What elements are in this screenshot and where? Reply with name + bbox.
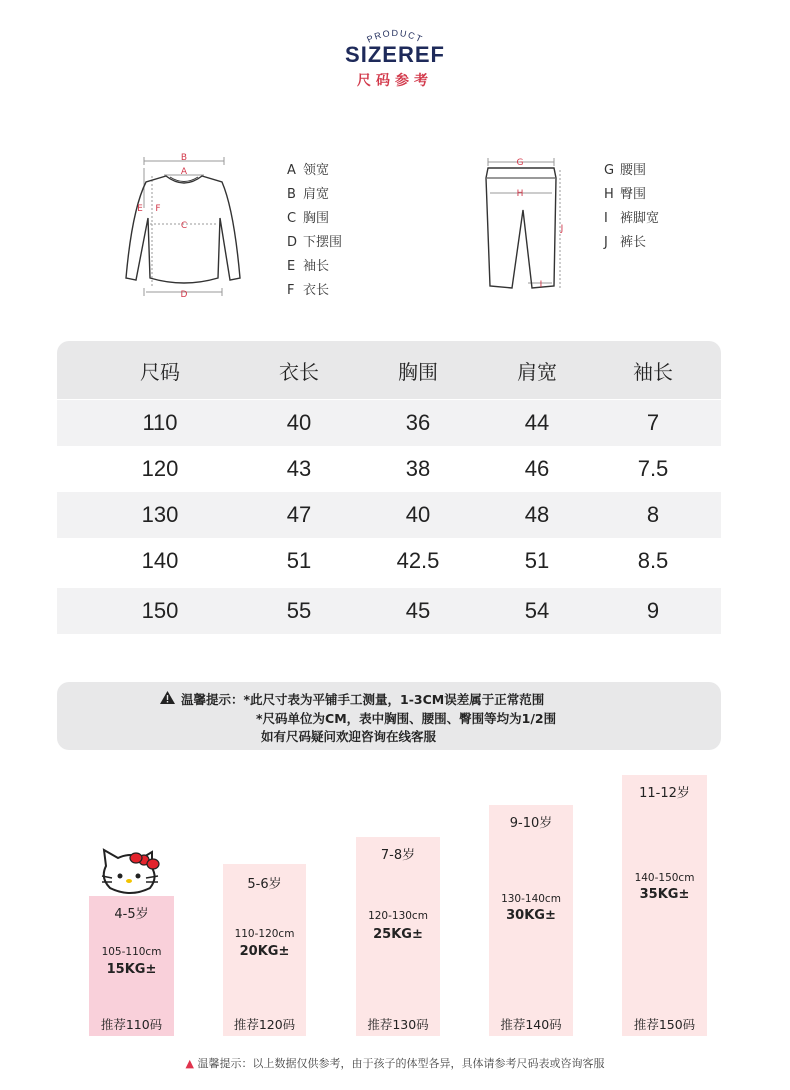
table-cell: 110 <box>142 410 178 435</box>
bar-recommend: 推荐130码 <box>367 1017 429 1032</box>
label-c: C <box>180 221 188 231</box>
label-h: H <box>516 189 524 199</box>
bar-recommend: 推荐140码 <box>500 1017 562 1032</box>
table-cell: 47 <box>286 502 312 527</box>
table-cell: 140 <box>141 548 179 573</box>
table-cell: 40 <box>286 410 312 435</box>
legend-item: F 衣长 <box>287 283 330 298</box>
header-cell: 肩宽 <box>517 359 557 384</box>
legend-item: G 腰围 <box>604 163 647 178</box>
table-row <box>57 400 721 446</box>
top-garment-diagram <box>118 150 258 298</box>
footer-note: ▲ 温馨提示：以上数据仅供参考，由于孩子的体型各异，具体请参考尺码表或咨询客服 <box>185 1057 605 1070</box>
bar-height: 130-140cm <box>501 893 561 905</box>
table-cell: 51 <box>286 548 312 573</box>
size-recommend-bar <box>223 864 306 1036</box>
bar-age: 9-10岁 <box>509 816 553 831</box>
table-cell: 55 <box>286 598 312 623</box>
svg-text:PRODUCT: PRODUCT <box>365 27 425 45</box>
label-g: G <box>516 158 524 168</box>
size-recommend-bar <box>489 805 573 1036</box>
table-cell: 42.5 <box>396 548 440 573</box>
bar-age: 7-8岁 <box>380 848 416 863</box>
bar-recommend: 推荐150码 <box>633 1017 696 1032</box>
label-d: D <box>180 290 188 298</box>
pants-legend <box>604 159 659 255</box>
warning-icon <box>160 691 175 704</box>
table-cell: 38 <box>405 456 431 481</box>
bar-weight: 25KG± <box>373 927 423 942</box>
table-row <box>57 588 721 634</box>
table-cell: 36 <box>405 410 431 435</box>
table-cell: 7.5 <box>637 456 669 481</box>
legend-item: D 下摆围 <box>287 235 343 250</box>
tip-line-1: 温馨提示：*此尺寸表为平铺手工测量，1-3CM误差属于正常范围 <box>181 692 545 707</box>
bar-age: 4-5岁 <box>114 907 149 922</box>
table-cell: 130 <box>141 502 179 527</box>
bar-weight: 15KG± <box>106 962 157 977</box>
table-cell: 54 <box>524 598 550 623</box>
label-a: A <box>180 167 188 177</box>
bar-age: 11-12岁 <box>639 786 690 801</box>
legend-item: A 领宽 <box>287 163 330 178</box>
legend-item: H 臀围 <box>604 187 647 202</box>
legend-item: I 裤脚宽 <box>604 211 660 226</box>
warning-icon: ▲ <box>185 1057 194 1070</box>
table-row <box>57 492 721 538</box>
table-row <box>57 538 721 584</box>
size-recommend-bar <box>356 837 440 1036</box>
size-table <box>57 341 721 635</box>
pants-diagram <box>478 150 578 298</box>
table-header <box>57 341 721 399</box>
brand-header <box>0 18 790 98</box>
tip-line-3: 如有尺码疑问欢迎咨询在线客服 <box>261 729 437 744</box>
bar-recommend: 推荐120码 <box>233 1017 296 1032</box>
bar-weight: 35KG± <box>639 887 690 902</box>
table-cell: 45 <box>405 598 431 623</box>
label-b: B <box>180 153 188 163</box>
label-f: F <box>155 204 161 214</box>
bar-age: 5-6岁 <box>247 877 282 892</box>
bar-height: 140-150cm <box>634 872 695 884</box>
legend-item: B 肩宽 <box>287 187 330 202</box>
bar-recommend: 推荐110码 <box>100 1017 163 1032</box>
size-recommend-bar <box>622 775 707 1036</box>
size-tips-box <box>57 682 721 750</box>
label-i: I <box>539 280 543 290</box>
legend-item: J 裤长 <box>604 235 647 250</box>
size-recommend-bar <box>89 896 174 1036</box>
header-cell: 胸围 <box>398 359 438 384</box>
table-cell: 120 <box>141 456 179 481</box>
table-cell: 43 <box>286 456 312 481</box>
table-cell: 48 <box>524 502 550 527</box>
legend-item: C 胸围 <box>287 211 330 226</box>
tip-line-2: *尺码单位为CM，表中胸围、腰围、臀围等均为1/2围 <box>256 711 557 726</box>
bar-weight: 30KG± <box>506 908 556 923</box>
bar-weight: 20KG± <box>239 944 290 959</box>
top-legend <box>287 159 342 303</box>
header-cell: 衣长 <box>279 359 319 384</box>
bar-height: 120-130cm <box>368 910 428 922</box>
kitty-mascot-icon <box>98 846 162 898</box>
table-cell: 8 <box>646 502 660 527</box>
table-cell: 8.5 <box>637 548 669 573</box>
table-row <box>57 446 721 492</box>
table-cell: 40 <box>405 502 431 527</box>
bar-height: 105-110cm <box>101 946 162 958</box>
header-cell: 袖长 <box>633 359 673 384</box>
header-cell: 尺码 <box>140 359 180 384</box>
legend-item: E 袖长 <box>287 259 330 274</box>
table-cell: 7 <box>646 410 660 435</box>
table-cell: 150 <box>141 598 179 623</box>
table-cell: 44 <box>524 410 550 435</box>
label-j: J <box>560 224 564 234</box>
table-cell: 46 <box>524 456 550 481</box>
page-title: SIZEREF <box>345 42 445 67</box>
page-subtitle: 尺码参考 <box>357 73 433 89</box>
bar-height: 110-120cm <box>234 928 295 940</box>
table-cell: 51 <box>524 548 550 573</box>
table-cell: 9 <box>646 598 660 623</box>
label-e: E <box>137 204 143 214</box>
